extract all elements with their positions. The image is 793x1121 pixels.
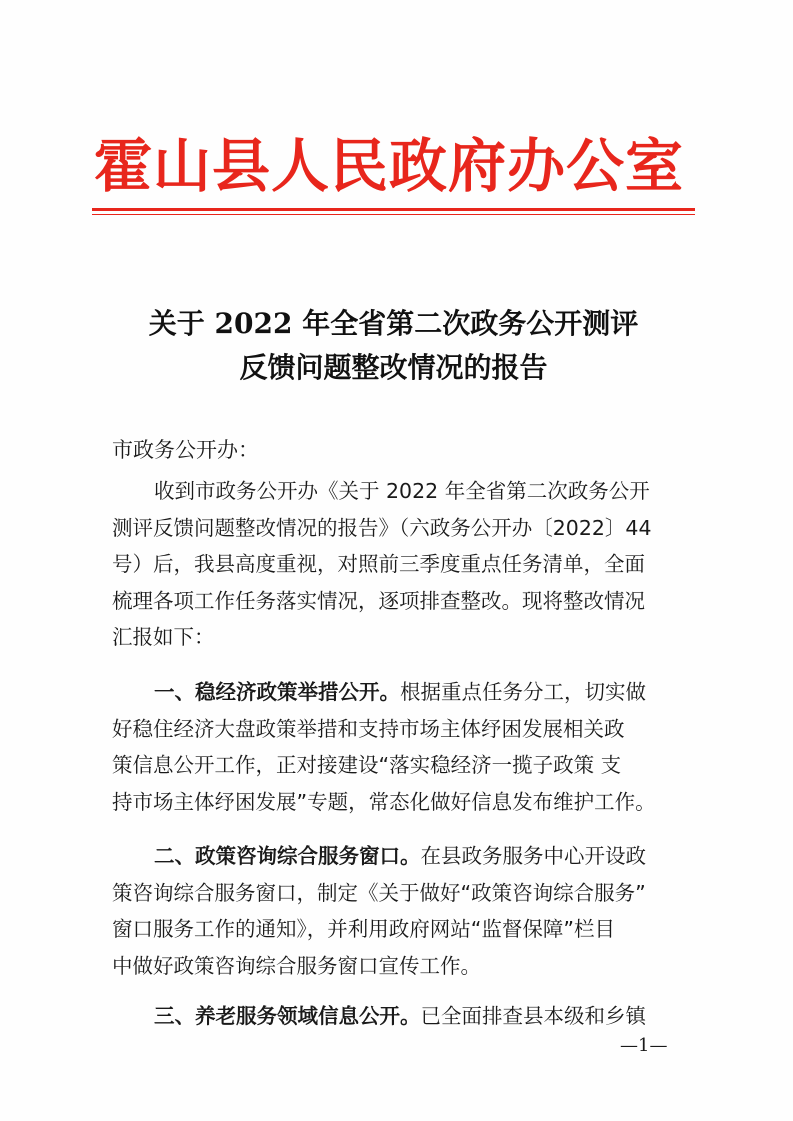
section-text: 已全面排查县本级和乡镇 [420, 1004, 646, 1028]
text-line: 中做好政策咨询综合服务窗口宣传工作。 [112, 953, 481, 978]
text-line: 策咨询综合服务窗口，制定《关于做好“政策咨询综合服务” [112, 880, 646, 905]
text-line [112, 838, 687, 875]
text-line: 持市场主体纾困发展”专题，常态化做好信息发布维护工作。 [112, 789, 656, 814]
text-line: 测评反馈问题整改情况的报告》（六政务公开办〔2022〕44 [112, 515, 652, 540]
text-line: 号）后，我县高度重视，对照前三季度重点任务清单，全面 [112, 552, 645, 576]
text-line [112, 674, 687, 711]
text-line [112, 998, 687, 1035]
text-line: 策信息公开工作，正对接建设“落实稳经济一揽子政策 支 [112, 753, 622, 777]
red-separator-thin [92, 214, 695, 215]
text-line: 汇报如下： [112, 625, 215, 649]
document-title [92, 302, 695, 390]
paragraph-section-2 [112, 838, 687, 984]
section-heading: 三、养老服务领域信息公开。 [154, 1004, 421, 1028]
title-line-2: 反馈问题整改情况的报告 [239, 351, 548, 384]
title-line-1: 关于 2022 年全省第二次政务公开测评 [148, 307, 639, 340]
recipient-salutation: 市政务公开办： [112, 438, 259, 462]
paragraph-section-1 [112, 674, 687, 820]
paragraph-intro [112, 473, 687, 656]
section-heading: 二、政策咨询综合服务窗口。 [154, 844, 421, 868]
text-line: 梳理各项工作任务落实情况，逐项排查整改。现将整改情况 [112, 588, 645, 613]
paragraph-section-3 [112, 998, 687, 1035]
page-number: —1— [620, 1035, 668, 1056]
red-separator-thick [92, 208, 695, 211]
section-text: 在县政务服务中心开设政 [420, 844, 646, 868]
text-line: 收到市政务公开办《关于 2022 年全省第二次政务公开 [154, 479, 650, 503]
text-line: 好稳住经济大盘政策举措和支持市场主体纾困发展相关政 [112, 716, 625, 741]
issuing-authority-header: 霍山县人民政府办公室 [94, 132, 685, 200]
text-line: 窗口服务工作的通知》，并利用政府网站“监督保障”栏目 [112, 917, 615, 941]
section-heading: 一、稳经济政策举措公开。 [154, 680, 400, 704]
section-text: 根据重点任务分工，切实做 [400, 680, 646, 704]
